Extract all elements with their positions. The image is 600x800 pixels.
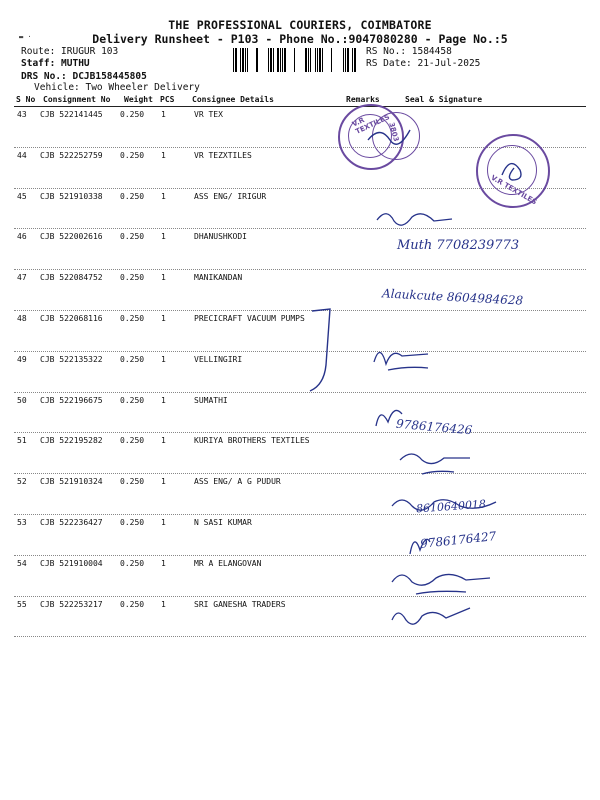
consignment-cell: CJB 522252759 (40, 150, 103, 160)
pcs-cell: 1 (161, 191, 166, 201)
sno-cell: 48 (17, 314, 27, 323)
pcs-cell: 1 (161, 518, 166, 527)
consignee-cell: KURIYA BROTHERS TEXTILES (194, 436, 310, 446)
sno-cell: 47 (17, 273, 27, 283)
weight-cell: 0.250 (120, 314, 145, 323)
handwritten-phone-1: Muth 7708239773 (397, 238, 520, 253)
row-divider (14, 269, 586, 270)
consignment-cell: CJB 522236427 (40, 518, 103, 527)
pcs-cell: 1 (161, 558, 166, 568)
handwritten-phone-4: 9786176427 (419, 529, 497, 551)
signature-mark-10 (386, 600, 476, 634)
consignment-cell: CJB 522135322 (40, 354, 103, 364)
sno-cell: 51 (17, 436, 27, 446)
sno-cell: 44 (17, 150, 27, 160)
weight-cell: 0.250 (120, 191, 145, 201)
consignee-cell: MANIKANDAN (194, 273, 243, 283)
sno-cell: 53 (17, 518, 27, 527)
header-mark: ▬ · (19, 33, 32, 41)
signature-mark-4 (368, 338, 448, 378)
pcs-cell: 1 (161, 110, 166, 119)
consignee-cell: PRECICRAFT VACUUM PUMPS (194, 314, 305, 323)
handwritten-phone-5: 8610640018 (415, 497, 487, 516)
rs-date: RS Date: 21-Jul-2025 (366, 58, 481, 69)
col-pcs: PCS (160, 95, 175, 104)
weight-cell: 0.250 (120, 518, 145, 527)
consignee-cell: VELLINGIRI (194, 354, 243, 364)
weight-cell: 0.250 (120, 150, 145, 160)
signature-mark-2 (492, 150, 542, 190)
weight-cell: 0.250 (120, 273, 145, 283)
consignment-cell: CJB 522084752 (40, 273, 103, 283)
weight-cell: 0.250 (120, 558, 145, 568)
consignee-cell: VR TEX (194, 110, 223, 119)
row-divider (14, 636, 586, 637)
sno-cell: 45 (17, 191, 27, 201)
pcs-cell: 1 (161, 273, 166, 283)
company-title: THE PROFESSIONAL COURIERS, COIMBATORE (168, 18, 432, 32)
consignee-cell: N SASI KUMAR (194, 518, 252, 527)
row-divider (14, 228, 586, 229)
signature-mark-9 (386, 566, 496, 600)
pcs-cell: 1 (161, 354, 166, 364)
consignment-cell: CJB 522002616 (40, 232, 103, 242)
barcode (233, 48, 357, 72)
consignment-cell: CJB 522141445 (40, 110, 103, 119)
route-label: Route: IRUGUR 103 (21, 46, 119, 57)
pcs-cell: 1 (161, 477, 166, 487)
signature-mark-3 (372, 205, 462, 235)
drs-number: DRS No.: DCJB158445805 (21, 71, 147, 82)
table-row (0, 518, 600, 558)
consignment-cell: CJB 521910004 (40, 558, 103, 568)
row-divider (14, 473, 586, 474)
weight-cell: 0.250 (120, 354, 145, 364)
weight-cell: 0.250 (120, 436, 145, 446)
consignment-cell: CJB 521910324 (40, 477, 103, 487)
staff-label: Staff: MUTHU (21, 58, 90, 69)
weight-cell: 0.250 (120, 110, 145, 119)
pcs-cell: 1 (161, 232, 166, 242)
table-row (0, 559, 600, 599)
row-divider (14, 432, 586, 433)
consignee-cell: MR A ELANGOVAN (194, 558, 262, 568)
bracket-mark (300, 305, 340, 395)
sno-cell: 46 (17, 232, 27, 242)
consignee-cell: DHANUSHKODI (194, 232, 247, 242)
consignee-cell: ASS ENG/ A G PUDUR (194, 477, 281, 487)
consignee-cell: SUMATHI (194, 395, 228, 405)
weight-cell: 0.250 (120, 477, 145, 487)
consignment-cell: CJB 522195282 (40, 436, 103, 446)
signature-mark-5 (370, 400, 410, 432)
sno-cell: 50 (17, 395, 27, 405)
col-consignment: Consignment No (43, 95, 111, 104)
pcs-cell: 1 (161, 395, 166, 405)
table-row (0, 600, 600, 640)
consignee-cell: SRI GANESHA TRADERS (194, 599, 286, 609)
consignee-cell: VR TEZXTILES (194, 150, 252, 160)
col-sno: S No (16, 95, 36, 104)
pcs-cell: 1 (161, 314, 166, 323)
runsheet-title: Delivery Runsheet - P103 - Phone No.:9047080280 - Page No.:5 (92, 32, 508, 46)
pcs-cell: 1 (161, 436, 166, 446)
col-consignee: Consignee Details (192, 95, 274, 104)
stamp-vr-textiles-3: V.R TEXTILES (476, 134, 550, 208)
col-seal-signature: Seal & Signature (405, 95, 483, 104)
handwritten-phone-3: 9786176426 (395, 416, 473, 438)
header-rule (14, 106, 586, 107)
sno-cell: 52 (17, 477, 27, 487)
weight-cell: 0.250 (120, 395, 145, 405)
pcs-cell: 1 (161, 599, 166, 609)
weight-cell: 0.250 (120, 599, 145, 609)
handwritten-phone-2: Alaukcute 8604984628 (381, 286, 524, 308)
consignee-cell: ASS ENG/ IRIGUR (194, 191, 267, 201)
consignment-cell: CJB 522068116 (40, 314, 103, 323)
vehicle-label: Vehicle: Two Wheeler Delivery (34, 82, 200, 93)
consignment-cell: CJB 522196675 (40, 395, 103, 405)
sno-cell: 49 (17, 354, 27, 364)
table-row (0, 396, 600, 436)
rs-number: RS No.: 1584458 (366, 46, 452, 57)
signature-mark-8 (404, 528, 434, 558)
row-divider (14, 555, 586, 556)
pcs-cell: 1 (161, 150, 166, 160)
col-weight: Weight (124, 95, 153, 104)
consignment-cell: CJB 521910338 (40, 191, 103, 201)
signature-mark-6 (392, 446, 482, 482)
col-remarks: Remarks (346, 95, 380, 104)
signature-mark-1 (360, 120, 420, 160)
stamp-vr-textiles-1: V.R TEXTILES 3803 (338, 104, 404, 170)
consignment-cell: CJB 522253217 (40, 599, 103, 609)
weight-cell: 0.250 (120, 232, 145, 242)
sno-cell: 55 (17, 599, 27, 609)
table-row (0, 436, 600, 476)
sno-cell: 54 (17, 558, 27, 568)
row-divider (14, 596, 586, 597)
sno-cell: 43 (17, 110, 27, 119)
